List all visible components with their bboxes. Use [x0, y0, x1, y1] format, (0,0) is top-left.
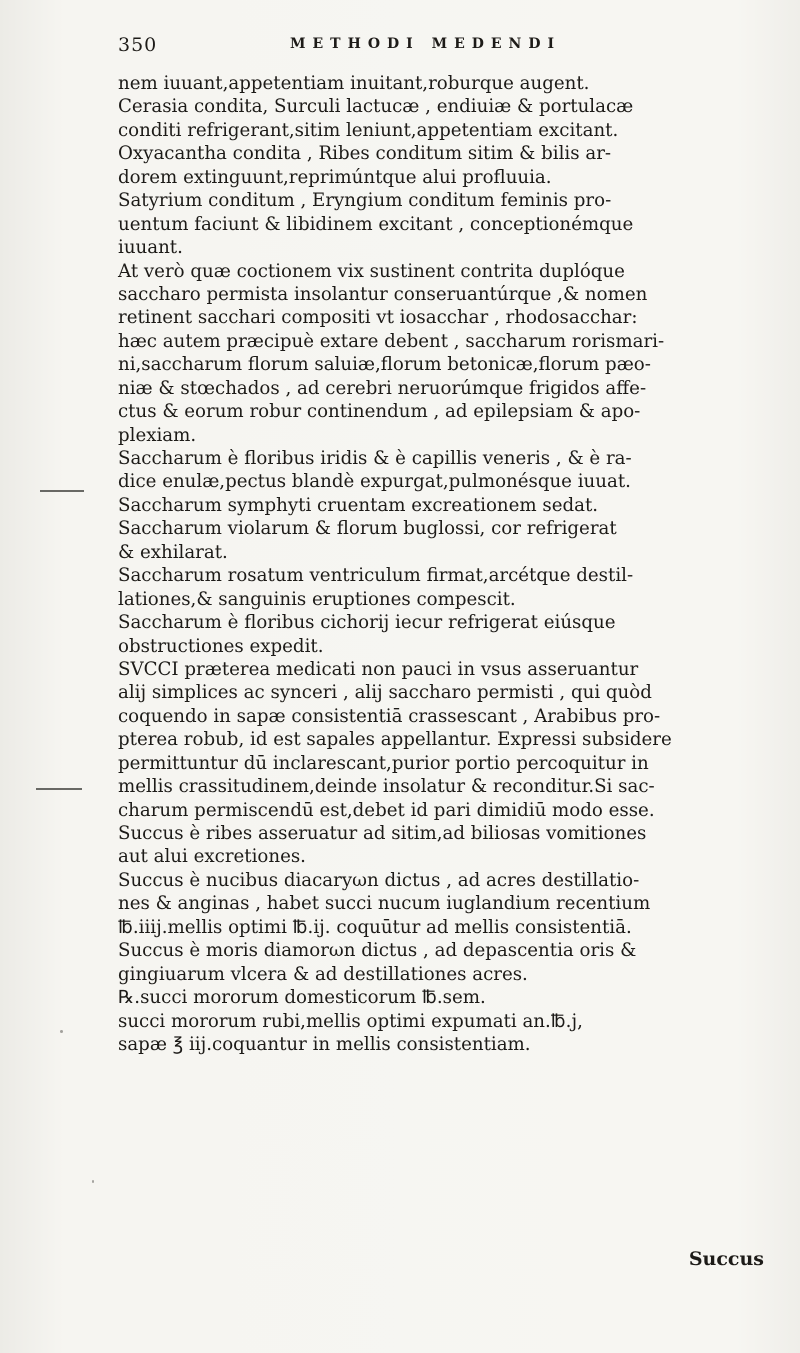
text-line: Satyrium conditum , Eryngium conditum feminis pro-	[118, 190, 612, 212]
text-line: dice enulæ,pectus blandè expurgat,pulmonésque iuuat.	[118, 471, 631, 493]
catchword: Succus	[688, 1248, 764, 1270]
text-line: Saccharum symphyti cruentam excreationem sedat.	[118, 494, 599, 516]
text-line: Cerasia condita, Surculi lactucæ , endiuiæ & portulacæ	[118, 96, 634, 118]
text-line: iuuant.	[118, 237, 183, 259]
text-line: ctus & eorum robur continendum , ad epilepsiam & apo-	[118, 401, 641, 423]
running-title: METHODI MEDENDI	[290, 36, 562, 52]
text-line: ni,saccharum florum saluiæ,florum betonicæ,florum pæo-	[118, 354, 651, 376]
text-line: pterea robub, id est sapales appellantur. Expressi subsidere	[118, 729, 672, 751]
text-line: & exhilarat.	[118, 541, 228, 563]
text-line: Succus è nucibus diacaryωn dictus , ad acres destillatio-	[118, 869, 640, 891]
text-line: Saccharum è floribus cichorij iecur refrigerat eiúsque	[118, 612, 616, 634]
text-line: uentum faciunt & libidinem excitant , conceptionémque	[118, 213, 634, 235]
text-line: nem iuuant,appetentiam inuitant,roburque augent.	[118, 73, 590, 94]
text-line: niæ & stœchados , ad cerebri neruorúmque frigidos affe-	[118, 377, 647, 399]
ink-speck	[92, 1180, 94, 1183]
text-line: ℔.iiij.mellis optimi ℔.ij. coquūtur ad mellis consistentiā.	[118, 916, 632, 938]
text-line: dorem extinguunt,reprimúntque alui profluuia.	[118, 166, 552, 188]
text-line: Saccharum rosatum ventriculum firmat,arcétque destil-	[118, 565, 634, 587]
body-text	[118, 72, 778, 1056]
text-line: Succus è moris diamorωn dictus , ad depascentia oris &	[118, 940, 637, 962]
text-line: Saccharum è floribus iridis & è capillis veneris , & è ra-	[118, 448, 632, 469]
ink-speck	[60, 1030, 63, 1033]
text-line: SVCCI præterea medicati non pauci in vsus asseruantur	[118, 658, 639, 680]
page-number: 350	[118, 34, 158, 56]
text-line: alij simplices ac synceri , alij saccharo permisti , qui quòd	[118, 682, 652, 704]
text-line: obstructiones expedit.	[118, 635, 324, 657]
text-line: Oxyacantha condita , Ribes conditum sitim & bilis ar-	[118, 143, 612, 165]
text-line: conditi refrigerant,sitim leniunt,appetentiam excitant.	[118, 119, 619, 141]
text-line: sapæ ℥ iij.coquantur in mellis consistentiam.	[118, 1033, 531, 1055]
text-line: ℞.succi mororum domesticorum ℔.sem.	[118, 987, 486, 1009]
text-line: coquendo in sapæ consistentiā crassescant , Arabibus pro-	[118, 705, 661, 727]
text-line: permittuntur dū inclarescant,purior portio percoquitur in	[118, 752, 649, 774]
text-line: lationes,& sanguinis eruptiones compescit.	[118, 588, 516, 610]
margin-mark	[40, 490, 84, 492]
text-line: retinent sacchari compositi vt iosacchar , rhodosacchar:	[118, 307, 638, 329]
text-line: saccharo permista insolantur conseruantúrque ,& nomen	[118, 283, 648, 305]
text-line: plexiam.	[118, 424, 197, 446]
text-line: Saccharum violarum & florum buglossi, cor refrigerat	[118, 518, 617, 540]
text-line: nes & anginas , habet succi nucum iuglandium recentium	[118, 893, 651, 915]
text-line: mellis crassitudinem,deinde insolatur & reconditur.Si sac-	[118, 776, 655, 798]
text-line: gingiuarum vlcera & ad destillationes acres.	[118, 963, 528, 985]
margin-mark	[36, 788, 82, 790]
text-line: hæc autem præcipuè extare debent , saccharum rorismari-	[118, 330, 665, 352]
text-line: aut alui excretiones.	[118, 846, 306, 868]
text-line: Succus è ribes asseruatur ad sitim,ad biliosas vomitiones	[118, 823, 647, 844]
text-line: charum permiscendū est,debet id pari dimidiū modo esse.	[118, 799, 655, 821]
page-header	[118, 30, 758, 60]
text-line: succi mororum rubi,mellis optimi expumati an.℔.j,	[118, 1010, 583, 1032]
text-line: At verò quæ coctionem vix sustinent contrita duplóque	[118, 260, 625, 282]
